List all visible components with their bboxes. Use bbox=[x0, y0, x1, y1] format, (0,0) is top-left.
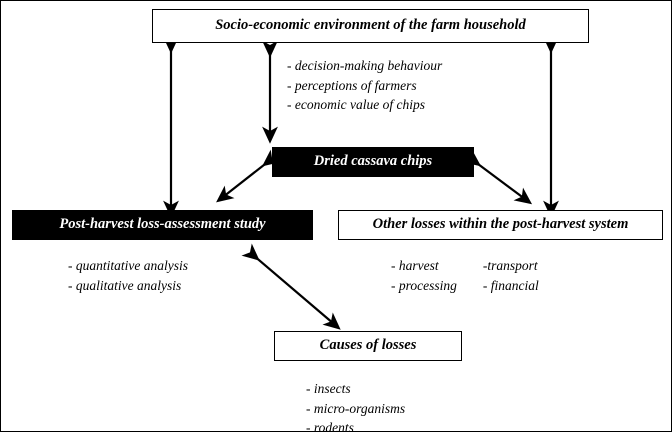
node-label: Causes of losses bbox=[319, 337, 417, 354]
note-item: - financial bbox=[482, 277, 539, 293]
arrow-chips-to-other-losses bbox=[474, 161, 525, 199]
note-item: - processing bbox=[391, 277, 457, 293]
node-label: Socio-economic environment of the farm household bbox=[215, 17, 526, 34]
notes-other-losses bbox=[391, 256, 539, 295]
note-item: - insects bbox=[306, 381, 351, 396]
notes-causes-of-losses bbox=[306, 379, 405, 438]
node-label: Dried cassava chips bbox=[313, 153, 433, 170]
note-item: - qualitative analysis bbox=[68, 277, 182, 293]
notes-other-losses-left bbox=[391, 256, 457, 295]
note-item: - harvest bbox=[391, 258, 439, 273]
notes-decision-making bbox=[287, 56, 442, 115]
arrow-loss-study-to-causes bbox=[253, 255, 334, 324]
node-label: Other losses within the post-harvest system bbox=[372, 216, 629, 233]
node-dried-cassava-chips[interactable] bbox=[272, 147, 474, 177]
notes-loss-assessment bbox=[68, 256, 188, 295]
node-label: Post-harvest loss-assessment study bbox=[59, 216, 266, 233]
node-post-harvest-loss-assessment-study[interactable] bbox=[12, 210, 313, 240]
arrow-chips-to-loss-study bbox=[223, 161, 269, 197]
note-item: - quantitative analysis bbox=[68, 258, 188, 273]
note-item: - rodents bbox=[306, 420, 354, 436]
node-causes-of-losses[interactable] bbox=[274, 331, 462, 361]
note-item: - micro-organisms bbox=[306, 400, 406, 416]
node-socio-economic-environment[interactable] bbox=[152, 9, 589, 43]
node-other-losses[interactable] bbox=[338, 210, 663, 240]
notes-other-losses-right bbox=[483, 256, 539, 295]
note-item: - perceptions of farmers bbox=[287, 77, 417, 93]
note-item: -transport bbox=[482, 258, 538, 273]
note-item: - decision-making behaviour bbox=[287, 58, 443, 73]
note-item: - economic value of chips bbox=[287, 97, 425, 113]
